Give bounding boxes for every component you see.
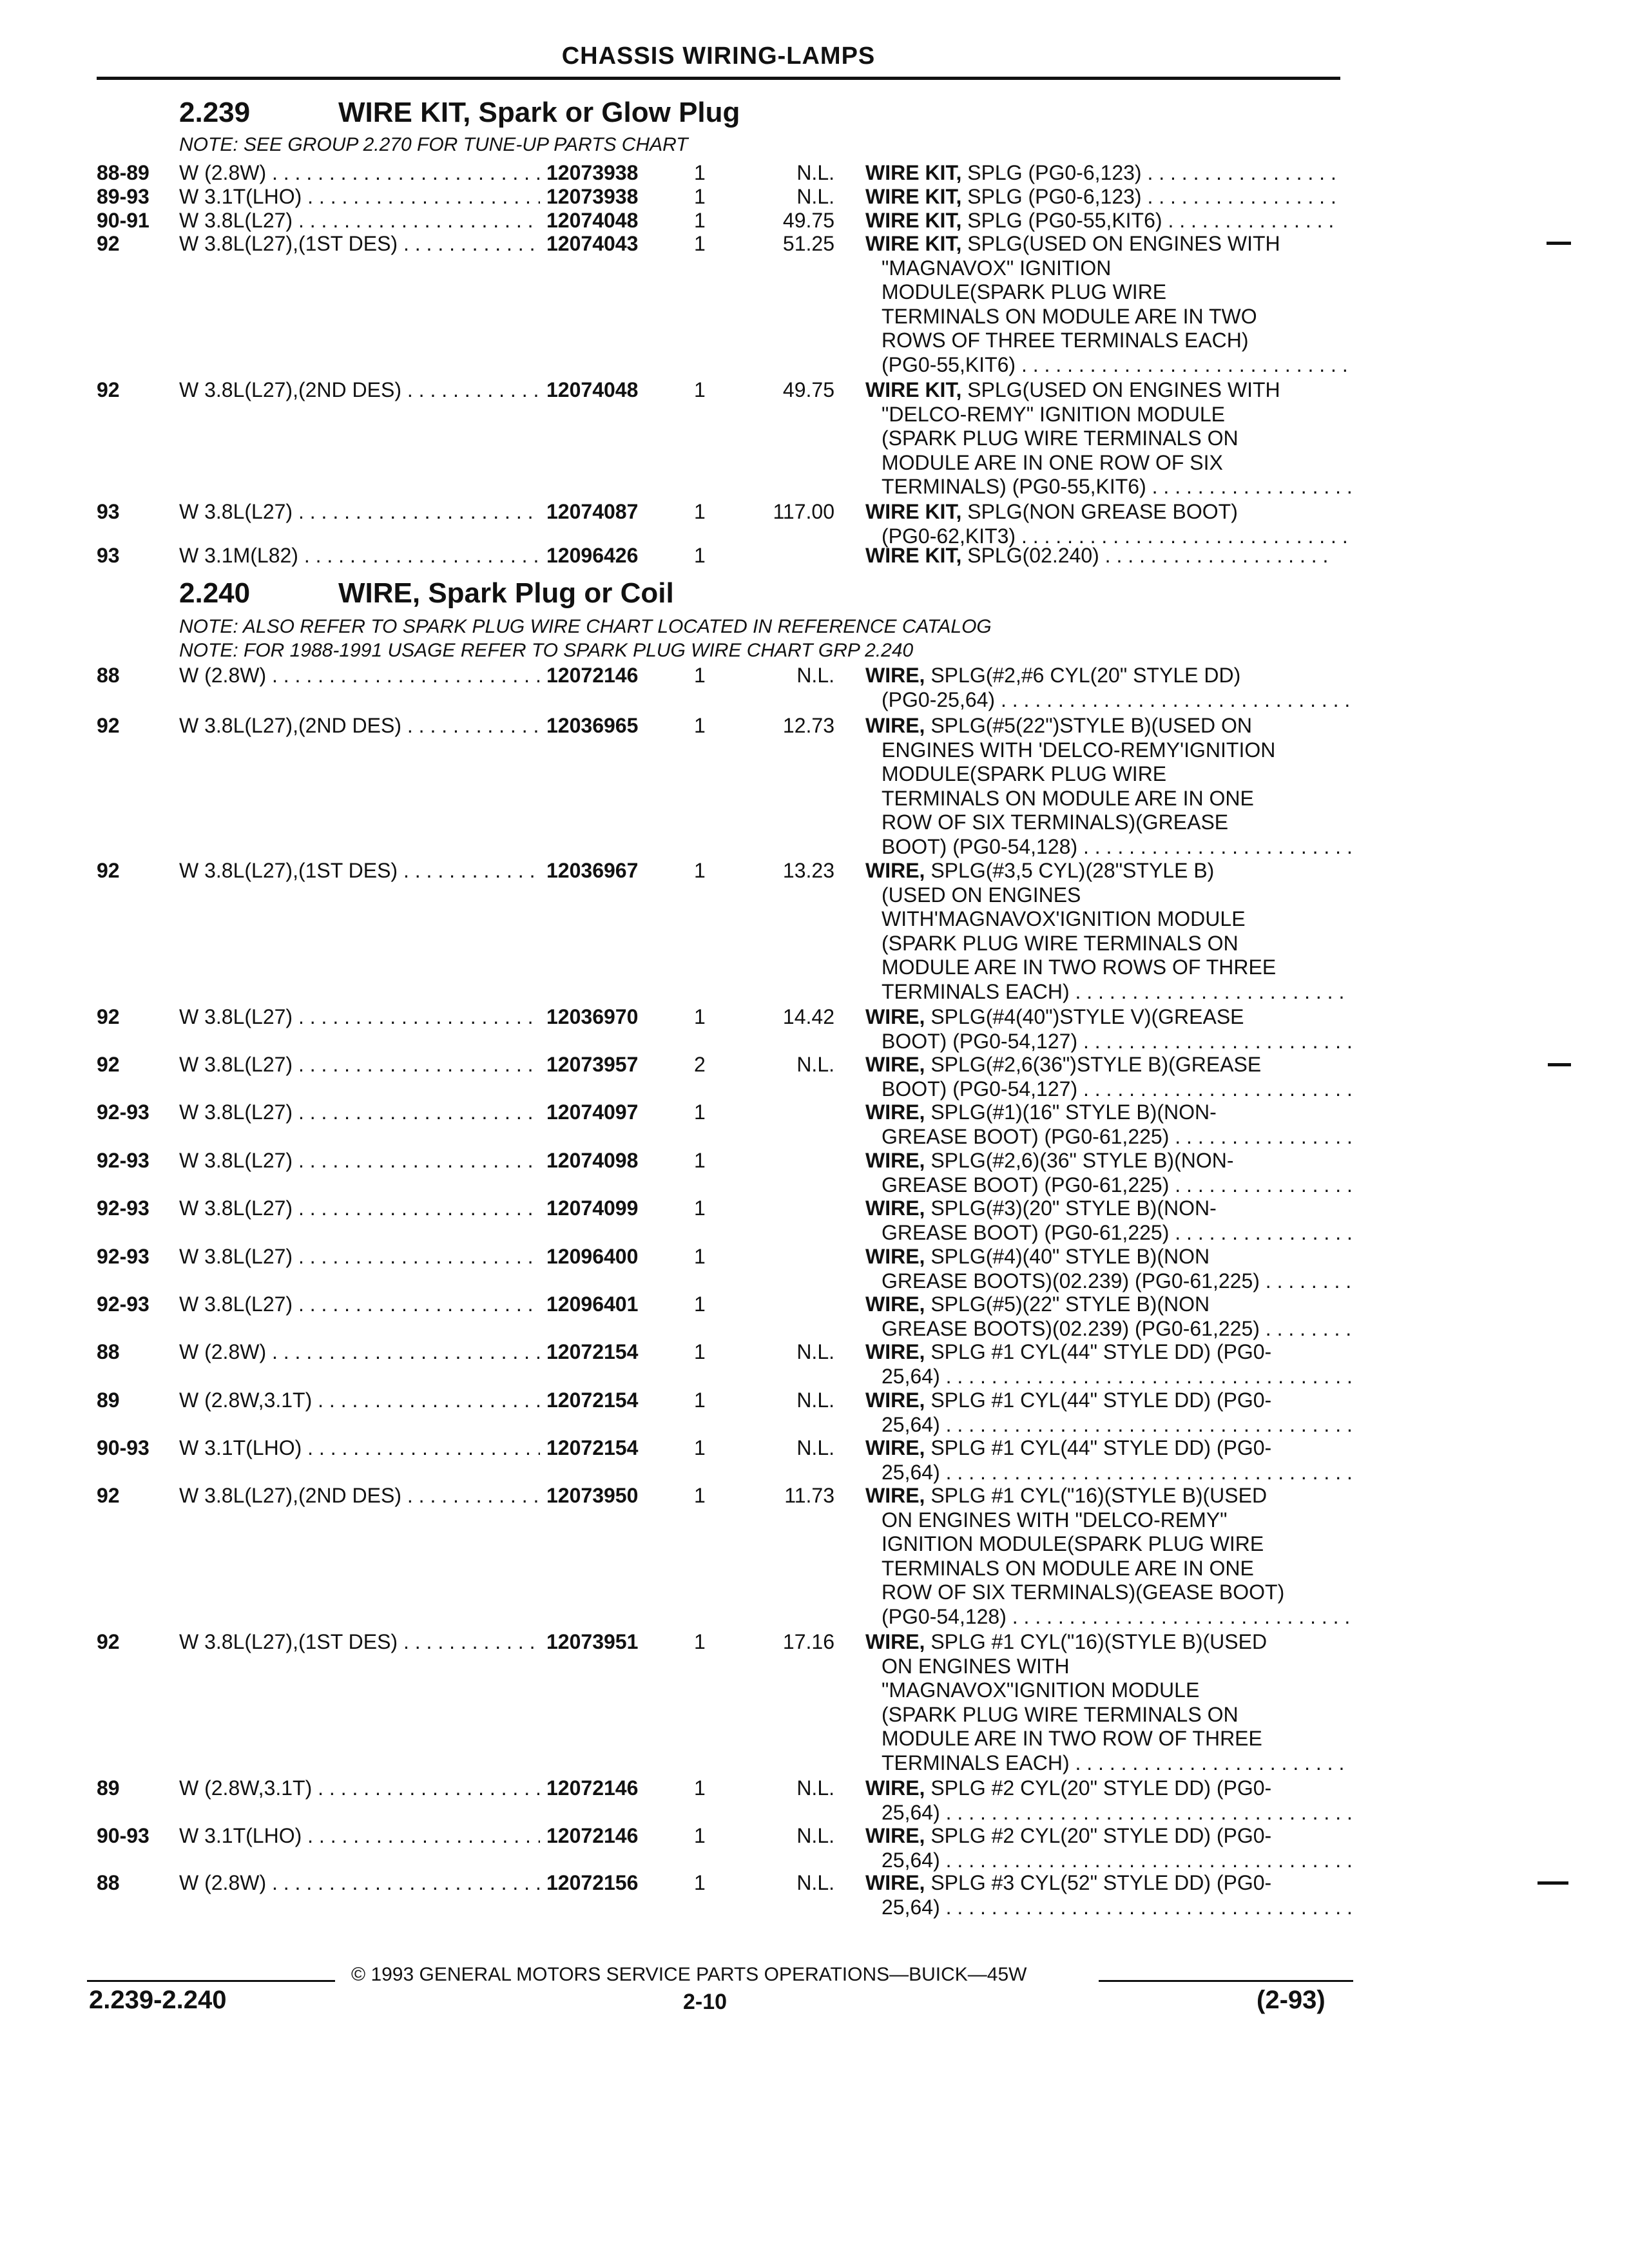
description-continuation: (PG0-25,64) . . . bbox=[882, 688, 1352, 712]
quantity: 1 bbox=[694, 664, 706, 687]
description-keyword: WIRE, bbox=[865, 1245, 925, 1268]
price: 51.25 bbox=[782, 232, 834, 255]
part-number: 12073951 bbox=[543, 1630, 638, 1654]
engine-code: W 3.8L(L27) . . . bbox=[179, 1005, 540, 1029]
description bbox=[865, 378, 1280, 402]
engine-code: W 3.1T(LHO) . . . bbox=[179, 1824, 540, 1848]
quantity: 1 bbox=[694, 1005, 706, 1028]
description bbox=[865, 500, 1238, 524]
description-text: SPLG(#4)(40" STYLE B)(NON bbox=[925, 1245, 1210, 1268]
price: 17.16 bbox=[782, 1630, 834, 1653]
description-continuation: 25,64) . . . bbox=[882, 1801, 1352, 1825]
engine-code: W 3.8L(L27),(1ST DES) . . . bbox=[179, 859, 540, 883]
model-years: 93 bbox=[97, 500, 120, 523]
margin-mark bbox=[1537, 1881, 1568, 1885]
price: N.L. bbox=[796, 1340, 834, 1363]
description-continuation: BOOT) (PG0-54,127) . . . bbox=[882, 1030, 1352, 1053]
description-keyword: WIRE, bbox=[865, 1630, 925, 1653]
model-years: 92 bbox=[97, 859, 120, 882]
description bbox=[865, 1436, 1271, 1460]
description bbox=[865, 859, 1214, 883]
quantity: 1 bbox=[694, 1149, 706, 1172]
engine-code: W 3.8L(L27) . . . bbox=[179, 1196, 540, 1220]
price: N.L. bbox=[796, 1871, 834, 1894]
engine-code: W (2.8W,3.1T) . . . bbox=[179, 1776, 540, 1800]
engine-code: W 3.8L(L27) . . . bbox=[179, 1293, 540, 1316]
part-number: 12073950 bbox=[543, 1484, 638, 1508]
description-continuation: MODULE ARE IN TWO ROWS OF THREE bbox=[882, 956, 1277, 979]
description-continuation: "DELCO-REMY" IGNITION MODULE bbox=[882, 402, 1225, 426]
description bbox=[865, 1776, 1271, 1800]
price: N.L. bbox=[796, 1824, 834, 1847]
description-keyword: WIRE, bbox=[865, 1100, 925, 1124]
price: N.L. bbox=[796, 1053, 834, 1076]
model-years: 93 bbox=[97, 544, 120, 567]
description-text: SPLG #3 CYL(52" STYLE DD) (PG0- bbox=[925, 1871, 1272, 1894]
description-text: SPLG #2 CYL(20" STYLE DD) (PG0- bbox=[925, 1824, 1272, 1847]
description-continuation: MODULE(SPARK PLUG WIRE bbox=[882, 762, 1167, 785]
part-number: 12074087 bbox=[543, 500, 638, 524]
description-continuation: ROWS OF THREE TERMINALS EACH) bbox=[882, 329, 1249, 352]
model-years: 92 bbox=[97, 232, 120, 255]
description-continuation: (SPARK PLUG WIRE TERMINALS ON bbox=[882, 931, 1239, 955]
model-years: 92 bbox=[97, 1630, 120, 1653]
description-continuation: "MAGNAVOX"IGNITION MODULE bbox=[882, 1678, 1200, 1702]
description-continuation: (PG0-62,KIT3) . . . bbox=[882, 524, 1352, 548]
description-text: SPLG(#5)(22" STYLE B)(NON bbox=[925, 1293, 1210, 1316]
footer-copyright: © 1993 GENERAL MOTORS SERVICE PARTS OPERATIONS—BUICK—45W bbox=[351, 1964, 1027, 1985]
quantity: 1 bbox=[694, 1245, 706, 1268]
part-number: 12072146 bbox=[543, 1824, 638, 1848]
description-keyword: WIRE KIT, bbox=[865, 544, 962, 567]
section-name: WIRE KIT, Spark or Glow Plug bbox=[338, 97, 740, 128]
description bbox=[865, 544, 1336, 568]
model-years: 92 bbox=[97, 378, 120, 401]
description-continuation: GREASE BOOT) (PG0-61,225) . . . bbox=[882, 1221, 1352, 1245]
quantity: 2 bbox=[694, 1053, 706, 1076]
description bbox=[865, 209, 1336, 233]
table-row bbox=[0, 209, 1629, 233]
engine-code: W (2.8W) . . . bbox=[179, 161, 540, 185]
quantity: 1 bbox=[694, 1196, 706, 1220]
quantity: 1 bbox=[694, 1871, 706, 1894]
description-continuation: GREASE BOOTS)(02.239) (PG0-61,225) . . . bbox=[882, 1269, 1352, 1293]
description bbox=[865, 714, 1252, 738]
description-continuation: ROW OF SIX TERMINALS)(GEASE BOOT) bbox=[882, 1581, 1285, 1604]
description bbox=[865, 161, 1336, 185]
quantity: 1 bbox=[694, 714, 706, 737]
table-row bbox=[0, 1436, 1629, 1484]
description-text: SPLG(USED ON ENGINES WITH bbox=[961, 232, 1280, 255]
description-keyword: WIRE, bbox=[865, 1340, 925, 1363]
description-continuation: GREASE BOOT) (PG0-61,225) . . . bbox=[882, 1125, 1352, 1149]
quantity: 1 bbox=[694, 544, 706, 567]
model-years: 92 bbox=[97, 1484, 120, 1507]
title-rule bbox=[97, 77, 1340, 80]
engine-code: W 3.8L(L27) . . . bbox=[179, 1149, 540, 1173]
description-continuation: 25,64) . . . bbox=[882, 1849, 1352, 1872]
model-years: 92-93 bbox=[97, 1196, 149, 1220]
description-keyword: WIRE, bbox=[865, 1389, 925, 1412]
part-number: 12072154 bbox=[543, 1340, 638, 1364]
part-number: 12073957 bbox=[543, 1053, 638, 1077]
quantity: 1 bbox=[694, 1100, 706, 1124]
description bbox=[865, 1196, 1217, 1220]
price: N.L. bbox=[796, 664, 834, 687]
model-years: 88-89 bbox=[97, 161, 149, 184]
price: 11.73 bbox=[784, 1484, 834, 1507]
footer-rule-right bbox=[1099, 1980, 1353, 1982]
engine-code: W 3.8L(L27),(2ND DES) . . . bbox=[179, 1484, 540, 1508]
description-continuation: (PG0-54,128) . . . bbox=[882, 1605, 1352, 1629]
table-row bbox=[0, 1824, 1629, 1872]
part-number: 12074097 bbox=[543, 1100, 638, 1124]
table-row bbox=[0, 1776, 1629, 1824]
description bbox=[865, 1484, 1267, 1508]
description-text: SPLG #1 CYL(44" STYLE DD) (PG0- bbox=[925, 1340, 1272, 1363]
engine-code: W 3.8L(L27),(1ST DES) . . . bbox=[179, 1630, 540, 1654]
table-row bbox=[0, 1100, 1629, 1148]
description-text: SPLG(#3)(20" STYLE B)(NON- bbox=[925, 1196, 1217, 1220]
part-number: 12074048 bbox=[543, 209, 638, 233]
engine-code: W 3.1M(L82) . . . bbox=[179, 544, 540, 568]
table-row bbox=[0, 1871, 1629, 1919]
description-continuation: 25,64) . . . bbox=[882, 1896, 1352, 1919]
description-continuation: BOOT) (PG0-54,128) . . . bbox=[882, 835, 1352, 859]
description-text: SPLG(#2,#6 CYL(20" STYLE DD) bbox=[925, 664, 1241, 687]
model-years: 92-93 bbox=[97, 1293, 149, 1316]
section-number: 2.239 bbox=[179, 97, 251, 128]
description-text: SPLG #2 CYL(20" STYLE DD) (PG0- bbox=[925, 1776, 1272, 1800]
engine-code: W 3.1T(LHO) . . . bbox=[179, 185, 540, 209]
engine-code: W 3.8L(L27) . . . bbox=[179, 1053, 540, 1077]
description-text: SPLG(USED ON ENGINES WITH bbox=[961, 378, 1280, 401]
description-text: SPLG(02.240) bbox=[961, 544, 1099, 567]
price: 117.00 bbox=[773, 500, 834, 523]
part-number: 12072146 bbox=[543, 664, 638, 687]
quantity: 1 bbox=[694, 1389, 706, 1412]
section-number: 2.240 bbox=[179, 577, 251, 609]
engine-code: W 3.8L(L27) . . . bbox=[179, 1245, 540, 1269]
part-number: 12096400 bbox=[543, 1245, 638, 1269]
description-text: SPLG(#5(22")STYLE B)(USED ON bbox=[925, 714, 1252, 737]
engine-code: W 3.8L(L27) . . . bbox=[179, 209, 540, 233]
model-years: 88 bbox=[97, 1871, 120, 1894]
quantity: 1 bbox=[694, 1484, 706, 1507]
description-keyword: WIRE KIT, bbox=[865, 500, 962, 523]
engine-code: W (2.8W) . . . bbox=[179, 1871, 540, 1895]
description bbox=[865, 1293, 1210, 1316]
description bbox=[865, 1053, 1261, 1077]
part-number: 12074048 bbox=[543, 378, 638, 402]
table-row bbox=[0, 1340, 1629, 1388]
engine-code: W (2.8W) . . . bbox=[179, 1340, 540, 1364]
description-text: SPLG (PG0-6,123) bbox=[961, 161, 1142, 184]
description-text: SPLG(#2,6)(36" STYLE B)(NON- bbox=[925, 1149, 1234, 1172]
table-row bbox=[0, 1245, 1629, 1293]
quantity: 1 bbox=[694, 209, 706, 232]
table-row bbox=[0, 1630, 1629, 1774]
price: N.L. bbox=[796, 161, 834, 184]
description-text: SPLG #1 CYL(44" STYLE DD) (PG0- bbox=[925, 1389, 1272, 1412]
table-row bbox=[0, 1149, 1629, 1196]
model-years: 92 bbox=[97, 714, 120, 737]
description-continuation: (SPARK PLUG WIRE TERMINALS ON bbox=[882, 427, 1239, 450]
part-number: 12036965 bbox=[543, 714, 638, 738]
engine-code: W 3.8L(L27) . . . bbox=[179, 1100, 540, 1124]
description-text: SPLG #1 CYL("16)(STYLE B)(USED bbox=[925, 1630, 1268, 1653]
engine-code: W 3.8L(L27),(1ST DES) . . . bbox=[179, 232, 540, 256]
table-row bbox=[0, 859, 1629, 1003]
table-row bbox=[0, 1196, 1629, 1244]
description-continuation: (SPARK PLUG WIRE TERMINALS ON bbox=[882, 1702, 1239, 1726]
price: 49.75 bbox=[782, 209, 834, 232]
quantity: 1 bbox=[694, 1340, 706, 1363]
table-row bbox=[0, 1005, 1629, 1053]
description-text: SPLG(#3,5 CYL)(28"STYLE B) bbox=[925, 859, 1215, 882]
table-row bbox=[0, 664, 1629, 711]
model-years: 92-93 bbox=[97, 1149, 149, 1172]
part-number: 12096426 bbox=[543, 544, 638, 568]
part-number: 12074043 bbox=[543, 232, 638, 256]
part-number: 12074099 bbox=[543, 1196, 638, 1220]
price: 12.73 bbox=[782, 714, 834, 737]
description-continuation: "MAGNAVOX" IGNITION bbox=[882, 256, 1112, 280]
model-years: 88 bbox=[97, 664, 120, 687]
table-row bbox=[0, 1053, 1629, 1100]
footer-revision: (2-93) bbox=[1257, 1986, 1325, 2014]
description-text: SPLG #1 CYL(44" STYLE DD) (PG0- bbox=[925, 1436, 1272, 1459]
table-row bbox=[0, 1484, 1629, 1628]
description bbox=[865, 1149, 1233, 1173]
model-years: 89 bbox=[97, 1389, 120, 1412]
part-number: 12072154 bbox=[543, 1436, 638, 1460]
description-continuation: 25,64) . . . bbox=[882, 1461, 1352, 1485]
description-continuation: GREASE BOOTS)(02.239) (PG0-61,225) . . . bbox=[882, 1317, 1352, 1341]
part-number: 12036967 bbox=[543, 859, 638, 883]
description-keyword: WIRE, bbox=[865, 859, 925, 882]
page-title: CHASSIS WIRING-LAMPS bbox=[561, 43, 876, 70]
margin-mark bbox=[1547, 242, 1571, 245]
part-number: 12073938 bbox=[543, 161, 638, 185]
quantity: 1 bbox=[694, 1293, 706, 1316]
description-keyword: WIRE, bbox=[865, 1293, 925, 1316]
footer-rule-left bbox=[87, 1980, 335, 1982]
price: 13.23 bbox=[782, 859, 834, 882]
quantity: 1 bbox=[694, 1436, 706, 1459]
description bbox=[865, 1630, 1267, 1654]
engine-code: W 3.8L(L27) . . . bbox=[179, 500, 540, 524]
description-continuation: 25,64) . . . bbox=[882, 1413, 1352, 1437]
description-continuation: WITH'MAGNAVOX'IGNITION MODULE bbox=[882, 907, 1246, 930]
table-row bbox=[0, 185, 1629, 209]
section-name: WIRE, Spark Plug or Coil bbox=[338, 577, 674, 609]
description-keyword: WIRE, bbox=[865, 1824, 925, 1847]
model-years: 90-93 bbox=[97, 1436, 149, 1459]
description bbox=[865, 232, 1280, 256]
model-years: 89 bbox=[97, 1776, 120, 1800]
description bbox=[865, 1871, 1271, 1895]
quantity: 1 bbox=[694, 232, 706, 255]
description-text: SPLG (PG0-55,KIT6) bbox=[961, 209, 1162, 232]
description-text: SPLG(#1)(16" STYLE B)(NON- bbox=[925, 1100, 1217, 1124]
description-continuation: ROW OF SIX TERMINALS)(GREASE bbox=[882, 811, 1229, 834]
description-keyword: WIRE, bbox=[865, 1776, 925, 1800]
description-keyword: WIRE, bbox=[865, 1005, 925, 1028]
table-row bbox=[0, 1389, 1629, 1436]
part-number: 12036970 bbox=[543, 1005, 638, 1029]
part-number: 12074098 bbox=[543, 1149, 638, 1173]
description-continuation: ON ENGINES WITH bbox=[882, 1654, 1070, 1678]
description-continuation: 25,64) . . . bbox=[882, 1365, 1352, 1389]
part-number: 12072156 bbox=[543, 1871, 638, 1895]
table-row bbox=[0, 1293, 1629, 1340]
price: N.L. bbox=[796, 1436, 834, 1459]
section-heading-2-239 bbox=[179, 97, 740, 129]
description-keyword: WIRE KIT, bbox=[865, 232, 962, 255]
section-note: NOTE: SEE GROUP 2.270 FOR TUNE-UP PARTS CHART bbox=[179, 134, 688, 155]
description-continuation: TERMINALS ON MODULE ARE IN ONE bbox=[882, 1556, 1254, 1580]
description-keyword: WIRE, bbox=[865, 1149, 925, 1172]
quantity: 1 bbox=[694, 1630, 706, 1653]
footer-page-number: 2-10 bbox=[683, 1990, 728, 2014]
engine-code: W (2.8W) . . . bbox=[179, 664, 540, 687]
model-years: 92 bbox=[97, 1005, 120, 1028]
model-years: 90-93 bbox=[97, 1824, 149, 1847]
description-continuation: TERMINALS) (PG0-55,KIT6) . . . bbox=[882, 475, 1352, 499]
description-continuation: TERMINALS EACH) . . . bbox=[882, 1751, 1352, 1775]
description-continuation: (PG0-55,KIT6) . . . bbox=[882, 353, 1352, 377]
quantity: 1 bbox=[694, 378, 706, 401]
description-keyword: WIRE, bbox=[865, 1871, 925, 1894]
engine-code: W 3.8L(L27),(2ND DES) . . . bbox=[179, 714, 540, 738]
engine-code: W 3.1T(LHO) . . . bbox=[179, 1436, 540, 1460]
price: N.L. bbox=[796, 1776, 834, 1800]
part-number: 12096401 bbox=[543, 1293, 638, 1316]
description bbox=[865, 1824, 1271, 1848]
description bbox=[865, 1389, 1271, 1412]
table-row bbox=[0, 544, 1629, 568]
description bbox=[865, 1340, 1271, 1364]
description bbox=[865, 1005, 1244, 1029]
price: N.L. bbox=[796, 185, 834, 208]
description-text: SPLG #1 CYL("16)(STYLE B)(USED bbox=[925, 1484, 1268, 1507]
description-continuation: BOOT) (PG0-54,127) . . . bbox=[882, 1077, 1352, 1101]
price: 14.42 bbox=[782, 1005, 834, 1028]
description-continuation: ENGINES WITH 'DELCO-REMY'IGNITION bbox=[882, 738, 1276, 762]
model-years: 89-93 bbox=[97, 185, 149, 208]
description-text: SPLG(#4(40")STYLE V)(GREASE bbox=[925, 1005, 1244, 1028]
description-text: SPLG(NON GREASE BOOT) bbox=[961, 500, 1238, 523]
quantity: 1 bbox=[694, 500, 706, 523]
model-years: 92 bbox=[97, 1053, 120, 1076]
description-continuation: IGNITION MODULE(SPARK PLUG WIRE bbox=[882, 1532, 1264, 1555]
description-keyword: WIRE, bbox=[865, 1196, 925, 1220]
description bbox=[865, 185, 1336, 209]
description-continuation: MODULE ARE IN ONE ROW OF SIX bbox=[882, 450, 1223, 474]
description-keyword: WIRE, bbox=[865, 1053, 925, 1076]
description bbox=[865, 664, 1240, 687]
quantity: 1 bbox=[694, 859, 706, 882]
description-keyword: WIRE KIT, bbox=[865, 161, 962, 184]
description bbox=[865, 1245, 1210, 1269]
description-continuation: (USED ON ENGINES bbox=[882, 883, 1081, 907]
model-years: 88 bbox=[97, 1340, 120, 1363]
model-years: 92-93 bbox=[97, 1100, 149, 1124]
section-note: NOTE: FOR 1988-1991 USAGE REFER TO SPARK PLUG WIRE CHART GRP 2.240 bbox=[179, 640, 914, 661]
description-text: SPLG (PG0-6,123) bbox=[961, 185, 1142, 208]
section-heading-2-240 bbox=[179, 577, 674, 610]
description-continuation: TERMINALS EACH) . . . bbox=[882, 980, 1352, 1004]
engine-code: W 3.8L(L27),(2ND DES) . . . bbox=[179, 378, 540, 402]
engine-code: W (2.8W,3.1T) . . . bbox=[179, 1389, 540, 1412]
quantity: 1 bbox=[694, 1824, 706, 1847]
table-row bbox=[0, 378, 1629, 498]
model-years: 90-91 bbox=[97, 209, 149, 232]
table-row bbox=[0, 500, 1629, 548]
part-number: 12073938 bbox=[543, 185, 638, 209]
description-keyword: WIRE, bbox=[865, 714, 925, 737]
description-text: SPLG(#2,6(36")STYLE B)(GREASE bbox=[925, 1053, 1262, 1076]
description-keyword: WIRE, bbox=[865, 664, 925, 687]
quantity: 1 bbox=[694, 185, 706, 208]
model-years: 92-93 bbox=[97, 1245, 149, 1268]
table-row bbox=[0, 232, 1629, 376]
description-continuation: MODULE(SPARK PLUG WIRE bbox=[882, 280, 1167, 303]
margin-mark bbox=[1548, 1063, 1571, 1066]
description-continuation: TERMINALS ON MODULE ARE IN TWO bbox=[882, 304, 1257, 328]
description-keyword: WIRE, bbox=[865, 1484, 925, 1507]
description-continuation: TERMINALS ON MODULE ARE IN ONE bbox=[882, 786, 1254, 810]
description-keyword: WIRE KIT, bbox=[865, 209, 962, 232]
quantity: 1 bbox=[694, 161, 706, 184]
price: N.L. bbox=[796, 1389, 834, 1412]
table-row bbox=[0, 714, 1629, 858]
part-number: 12072146 bbox=[543, 1776, 638, 1800]
price: 49.75 bbox=[782, 378, 834, 401]
part-number: 12072154 bbox=[543, 1389, 638, 1412]
description bbox=[865, 1100, 1217, 1124]
quantity: 1 bbox=[694, 1776, 706, 1800]
description-keyword: WIRE, bbox=[865, 1436, 925, 1459]
description-continuation: MODULE ARE IN TWO ROW OF THREE bbox=[882, 1727, 1262, 1750]
description-continuation: ON ENGINES WITH "DELCO-REMY" bbox=[882, 1508, 1228, 1532]
description-keyword: WIRE KIT, bbox=[865, 185, 962, 208]
description-keyword: WIRE KIT, bbox=[865, 378, 962, 401]
description-continuation: GREASE BOOT) (PG0-61,225) . . . bbox=[882, 1173, 1352, 1197]
section-note: NOTE: ALSO REFER TO SPARK PLUG WIRE CHART LOCATED IN REFERENCE CATALOG bbox=[179, 616, 992, 637]
table-row bbox=[0, 161, 1629, 185]
footer-section-range: 2.239-2.240 bbox=[89, 1986, 227, 2014]
